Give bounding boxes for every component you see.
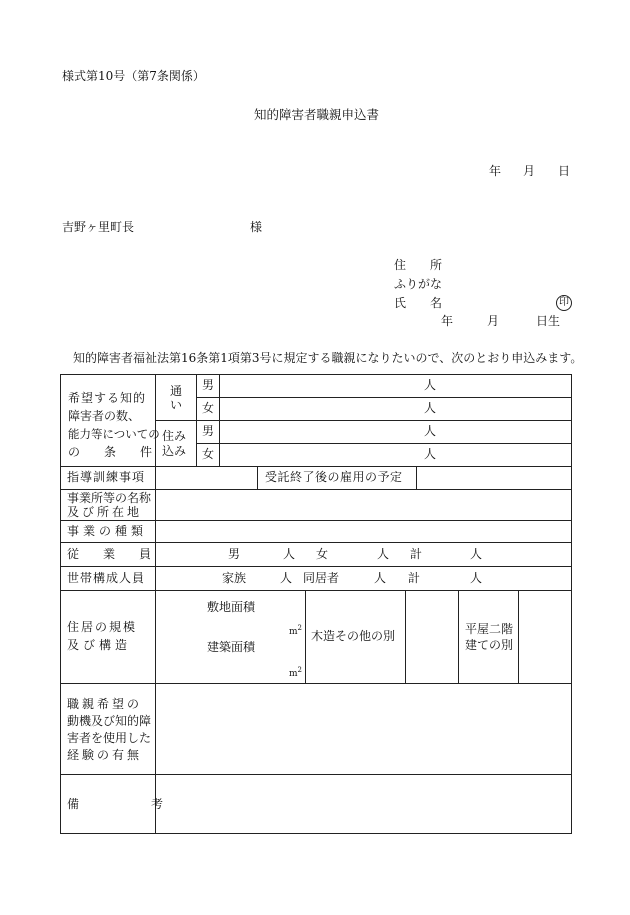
application-table — [60, 374, 572, 834]
employees-male-unit: 人 — [283, 547, 296, 561]
remarks-label: 備 考 — [67, 797, 164, 811]
birth-day: 日生 — [536, 314, 561, 328]
livein-female-unit: 人 — [424, 447, 437, 461]
recipient-name: 吉野ヶ里町長 — [62, 220, 135, 234]
wooden-label: 木造その他の別 — [311, 629, 396, 643]
business-name-label-1: 事業所等の名称 — [67, 491, 152, 505]
employees-label: 従 業 員 — [67, 547, 152, 561]
date-day: 日 — [558, 164, 571, 178]
floors-label-2: 建ての別 — [465, 638, 514, 652]
wooden-field[interactable] — [406, 591, 458, 683]
household-cohabitant: 同居者 — [303, 571, 340, 585]
motive-label-2: 動機及び知的障 — [67, 714, 152, 728]
livein-female: 女 — [202, 447, 215, 461]
guidance-field[interactable] — [156, 467, 256, 489]
commute-female-field[interactable] — [220, 398, 571, 420]
floors-label-1: 平屋二階 — [465, 622, 514, 636]
commute-male-unit: 人 — [424, 378, 437, 392]
household-family-unit: 人 — [280, 571, 293, 585]
household-label: 世帯構成人員 — [67, 571, 146, 585]
conditions-label-1: 希望する知的 — [68, 391, 147, 405]
form-number: 様式第10号（第7条関係） — [62, 69, 205, 83]
building-area-unit: $m^2$ — [289, 666, 303, 679]
employees-total: 計 — [410, 547, 423, 561]
intro-statement: 知的障害者福祉法第16条第1項第3号に規定する職親になりたいので、次のとおり申込みます。 — [73, 351, 583, 365]
business-name-label-2: 及び所在地 — [67, 505, 143, 519]
commute-label-1: 通 — [170, 384, 183, 398]
employees-female-unit: 人 — [377, 547, 390, 561]
site-area-unit: $m^2$ — [289, 624, 303, 637]
livein-label-2: 込み — [162, 444, 187, 458]
livein-label-1: 住み — [162, 429, 187, 443]
employment-after-label: 受託終了後の雇用の予定 — [265, 470, 403, 484]
motive-label-1: 職親希望の — [67, 697, 143, 711]
remarks-field[interactable] — [156, 775, 571, 833]
birth-month: 月 — [487, 314, 500, 328]
household-total-unit: 人 — [470, 571, 483, 585]
conditions-label-3: 能力等についての — [68, 427, 160, 441]
employees-total-unit: 人 — [470, 547, 483, 561]
employment-after-field[interactable] — [417, 467, 571, 489]
conditions-label-4: の 条 件 — [68, 445, 153, 459]
residence-label-2: 及び構造 — [67, 638, 132, 652]
guidance-label: 指導訓練事項 — [67, 470, 146, 484]
floors-field[interactable] — [519, 591, 571, 683]
motive-field[interactable] — [156, 684, 571, 774]
commute-male-field[interactable] — [220, 375, 571, 397]
commute-male: 男 — [202, 378, 215, 392]
commute-label-2: い — [170, 398, 183, 412]
date-month: 月 — [523, 164, 536, 178]
household-cohabitant-unit: 人 — [374, 571, 387, 585]
residence-label-1: 住居の規模 — [67, 620, 138, 634]
business-type-field[interactable] — [156, 521, 571, 542]
building-area-label: 建築面積 — [207, 640, 256, 654]
recipient-honorific: 様 — [250, 220, 263, 234]
household-total: 計 — [408, 571, 421, 585]
site-area-label: 敷地面積 — [207, 600, 256, 614]
livein-female-field[interactable] — [220, 444, 571, 466]
address-label: 住 所 — [394, 258, 443, 272]
conditions-label-2: 障害者の数、 — [68, 409, 141, 423]
motive-label-3: 害者を使用した — [67, 731, 152, 745]
livein-male-field[interactable] — [220, 421, 571, 443]
seal-mark: 印 — [556, 295, 572, 311]
commute-female: 女 — [202, 401, 215, 415]
employees-female: 女 — [316, 547, 329, 561]
employees-male: 男 — [228, 547, 241, 561]
business-name-field[interactable] — [156, 490, 571, 520]
page-title: 知的障害者職親申込書 — [254, 107, 380, 122]
commute-female-unit: 人 — [424, 401, 437, 415]
name-label: 氏 名 — [394, 296, 443, 310]
business-type-label: 事業の種類 — [67, 524, 148, 538]
livein-male: 男 — [202, 424, 215, 438]
livein-male-unit: 人 — [424, 424, 437, 438]
furigana-label: ふりがな — [394, 277, 443, 291]
motive-label-4: 経験の有無 — [67, 748, 143, 762]
household-family: 家族 — [222, 571, 247, 585]
date-year: 年 — [489, 164, 502, 178]
birth-year: 年 — [441, 314, 454, 328]
